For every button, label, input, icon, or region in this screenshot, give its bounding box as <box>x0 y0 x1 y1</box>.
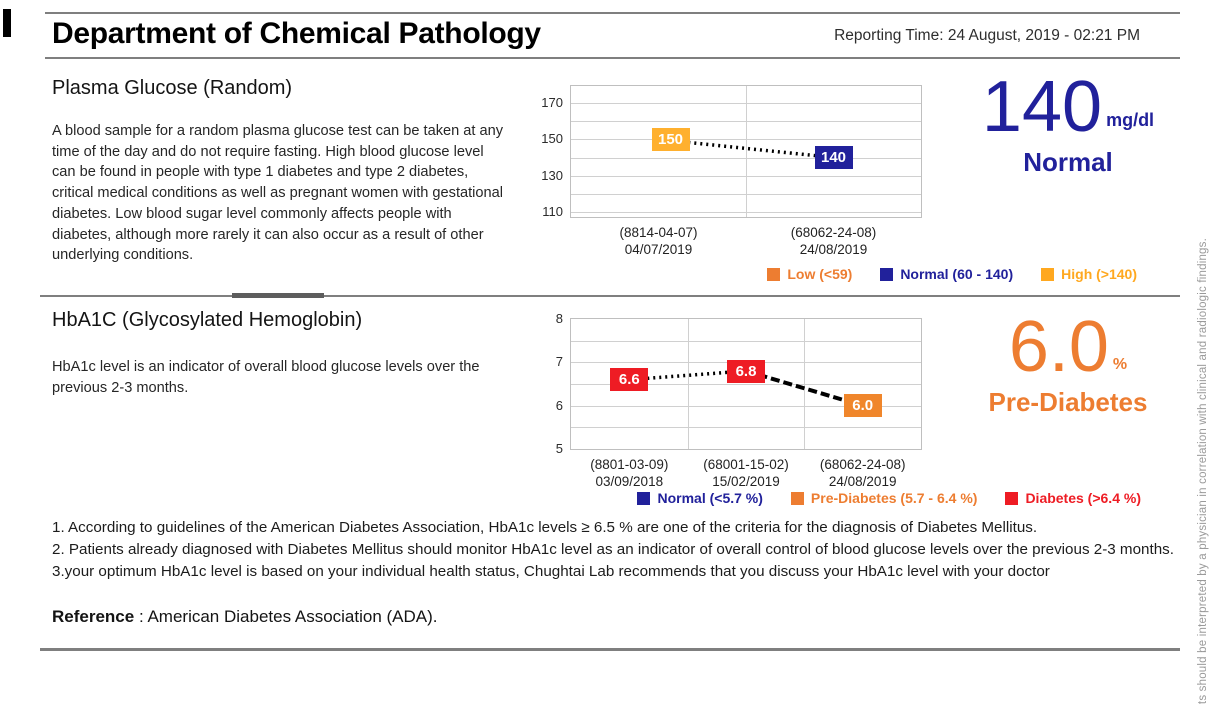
legend-label: Normal (60 - 140) <box>900 266 1014 282</box>
hba1c-trend-chart <box>555 311 1141 506</box>
legend-item <box>767 266 852 282</box>
legend-swatch-icon <box>1041 268 1054 281</box>
hba1c-section-title: HbA1C (Glycosylated Hemoglobin) <box>52 309 363 331</box>
y-axis-tick: 5 <box>555 441 563 456</box>
glucose-result-status: Normal <box>1023 147 1113 178</box>
glucose-result-value: 140 <box>981 67 1103 147</box>
glucose-section-title: Plasma Glucose (Random) <box>52 77 293 99</box>
legend-item <box>791 490 978 506</box>
data-point-label: 140 <box>815 146 853 169</box>
side-disclaimer: ts should be interpreted by a physician in correlation with clinical and radiologic findings. <box>1197 237 1209 704</box>
page-title: Department of Chemical Pathology <box>52 17 541 50</box>
data-point-label: 6.8 <box>727 360 765 383</box>
reference-label: Reference <box>52 607 135 626</box>
y-axis-tick: 7 <box>555 354 563 370</box>
page-corner-mark <box>3 9 11 37</box>
x-axis-label: (68062-24-08) 24/08/2019 <box>819 457 906 489</box>
glucose-result <box>953 67 1183 178</box>
header-top-rule <box>45 12 1180 14</box>
y-axis-tick: 110 <box>542 204 563 219</box>
reporting-time: Reporting Time: 24 August, 2019 - 02:21 PM <box>834 27 1140 44</box>
legend-item <box>880 266 1013 282</box>
legend-swatch-icon <box>767 268 780 281</box>
data-point-label: 150 <box>652 128 690 151</box>
y-axis-tick: 8 <box>555 311 563 326</box>
reference-text: : American Diabetes Association (ADA). <box>134 607 438 626</box>
y-axis-tick: 130 <box>541 167 563 183</box>
legend-label: High (>140) <box>1061 266 1137 282</box>
x-axis-label: (8814-04-07) 04/07/2019 <box>619 225 698 257</box>
data-point-label: 6.6 <box>610 368 648 391</box>
hba1c-result-unit: % <box>1112 356 1128 374</box>
hba1c-result <box>953 307 1183 418</box>
hba1c-description: HbA1c level is an indicator of overall blood glucose levels over the previous 2-3 months. <box>52 359 480 396</box>
y-axis-tick: 170 <box>541 95 563 110</box>
hba1c-result-status: Pre-Diabetes <box>988 387 1148 418</box>
legend-swatch-icon <box>1005 492 1018 505</box>
glucose-result-unit: mg/dl <box>1106 110 1155 131</box>
y-axis-tick: 150 <box>541 131 563 147</box>
x-axis-label: (68062-24-08) 24/08/2019 <box>790 225 877 257</box>
legend-swatch-icon <box>880 268 893 281</box>
legend-label: Low (<59) <box>787 266 853 282</box>
glucose-description: A blood sample for a random plasma glucose test can be taken at any time of the day and do not require fasting. High blood glucose level can be found in people with type 1 diabetes and type 2 diabetes, critical medical conditions as well as pregnant women with gestational diabetes. Low blood sugar level commonly affects people with diabetes, although more rarely it can also occur as a result of other underlying conditions. <box>52 123 504 264</box>
legend-item <box>1041 266 1137 282</box>
divider-accent <box>232 293 324 298</box>
note-line-3: 3.your optimum HbA1c level is based on your individual health status, Chughtai Lab recommends that you discuss your HbA1c level with your doctor <box>52 563 1050 580</box>
y-axis-tick: 6 <box>555 397 563 413</box>
section-divider <box>40 295 1180 297</box>
x-axis-label: (68001-15-02) 15/02/2019 <box>703 457 789 489</box>
hba1c-result-value: 6.0 <box>1008 307 1109 387</box>
legend-item <box>637 490 762 506</box>
legend-item <box>1005 490 1141 506</box>
legend-swatch-icon <box>637 492 650 505</box>
chart-legend <box>571 490 1141 506</box>
footer-rule <box>40 648 1180 651</box>
reference-line <box>52 607 438 627</box>
trend-line <box>571 86 921 217</box>
legend-label: Diabetes (>6.4 %) <box>1025 490 1141 506</box>
x-axis-label: (8801-03-09) 03/09/2018 <box>590 457 669 489</box>
legend-label: Normal (<5.7 %) <box>657 490 763 506</box>
notes <box>52 517 1182 583</box>
legend-label: Pre-Diabetes (5.7 - 6.4 %) <box>810 490 978 506</box>
header-bottom-rule <box>45 57 1180 59</box>
data-point-label: 6.0 <box>844 394 882 417</box>
note-line-2: 2. Patients already diagnosed with Diabetes Mellitus should monitor HbA1c level as an indicator of overall control of blood glucose levels over the previous 2-3 months. <box>52 541 1174 558</box>
note-line-1: 1. According to guidelines of the American Diabetes Association, HbA1c levels ≥ 6.5 % are one of the criteria for the diagnosis of Diabetes Mellitus. <box>52 519 1038 536</box>
legend-swatch-icon <box>791 492 804 505</box>
chart-legend <box>571 266 1137 282</box>
